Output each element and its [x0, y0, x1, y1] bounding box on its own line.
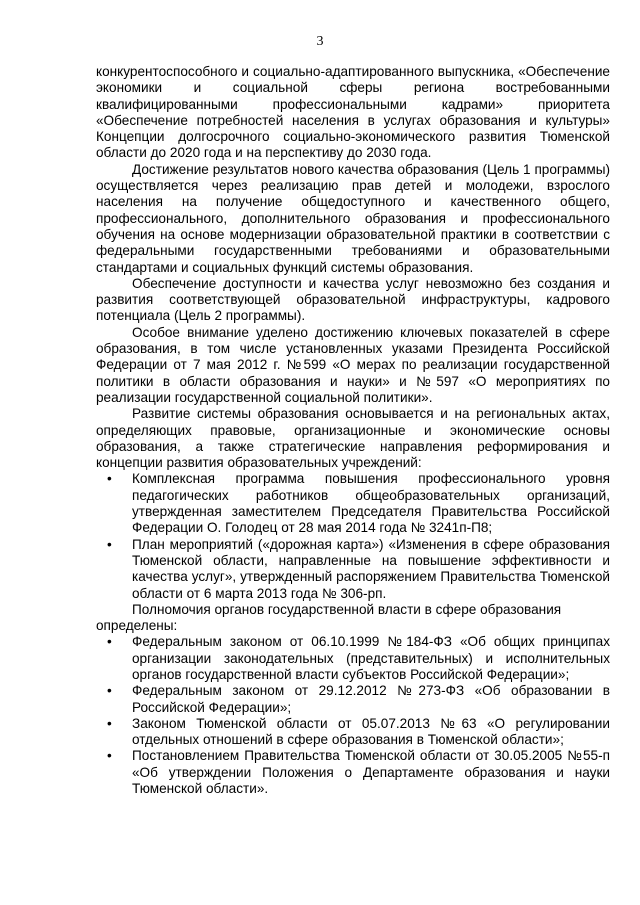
paragraph-goal-1: Достижение результатов нового качества образования (Цель 1 программы) осуществляется через реализацию прав детей и молодежи, взрослого населения на получение общедоступного и качественного общего, профессионального, дополнительного образования и профессионального обучения на основе модернизации образовательной практики в соответствии с федеральными государственными требованиями и образовательными стандартами и социальных функций системы образования. [96, 161, 610, 275]
bullet-icon: • [107, 634, 112, 650]
list-item [96, 716, 610, 749]
regional-acts-list [96, 471, 610, 601]
page-number: 3 [316, 34, 324, 49]
list-item-text: План мероприятий («дорожная карта») «Изменения в сфере образования Тюменской области, направленные на повышение эффективности и качества услуг», утвержденный распоряжением Правительства Тюменской области от 6 марта 2013 года № 306-рп. [132, 536, 610, 601]
bullet-icon: • [107, 683, 112, 699]
list-item-text: Федеральным законом от 29.12.2012 №273-ФЗ «Об образовании в Российской Федерации»; [132, 683, 610, 715]
list-item-text: Законом Тюменской области от 05.07.2013 №63 «О регулировании отдельных отношений в сфере образования в Тюменской области»; [132, 715, 610, 748]
paragraph-powers-intro-line2: определены: [96, 618, 178, 634]
list-item-text: Комплексная программа повышения профессионального уровня педагогических работников общеобразовательных организаций, утвержденная заместителем Председателя Правительства Российской Федерации О. Голодец от 28 мая 2014 года № 3241п-П8; [132, 471, 610, 536]
list-item [96, 537, 610, 602]
list-item-text: Федеральным законом от 06.10.1999 №184-ФЗ «Об общих принципах организации законодательных (представительных) и исполнительных органов государственной власти субъектов Российской Федерации»; [132, 634, 610, 682]
list-item [96, 683, 610, 716]
legal-basis-list [96, 634, 610, 797]
bullet-icon: • [107, 471, 112, 487]
document-body [96, 64, 610, 797]
list-item [96, 471, 610, 536]
paragraph-goal-2: Обеспечение доступности и качества услуг невозможно без создания и развития соответствующей образовательной инфраструктуры, кадрового потенциала (Цель 2 программы). [96, 275, 610, 324]
list-item-text: Постановлением Правительства Тюменской области от 30.05.2005 №55-п «Об утверждении Положения о Департаменте образования и науки Тюменской области». [132, 748, 610, 797]
paragraph-powers-intro-line1: Полномочия органов государственной власти в сфере образования [132, 601, 562, 617]
bullet-icon: • [107, 748, 112, 764]
paragraph-key-indicators: Особое внимание уделено достижению ключевых показателей в сфере образования, в том числе установленных указами Президента Российской Федерации от 7 мая 2012 г. №599 «О мерах по реализации государственной политики в области образования и науки» и №597 «О мероприятиях по реализации государственной социальной политики». [96, 324, 610, 405]
paragraph-regional-acts: Развитие системы образования основывается и на региональных актах, определяющих правовые, организационные и экономические основы образования, а также стратегические направления реформирования и концепции развития образовательных учреждений: [96, 406, 610, 471]
list-item [96, 634, 610, 683]
bullet-icon: • [107, 715, 112, 731]
bullet-icon: • [107, 536, 112, 552]
list-item [96, 748, 610, 797]
paragraph-continuation: конкурентоспособного и социально-адаптированного выпускника, «Обеспечение экономики и социальной сферы региона востребованными квалифицированными профессиональными кадрами» приоритета «Обеспечение потребностей населения в услугах образования и культуры» Концепции долгосрочного социально-экономического развития Тюменской области до 2020 года и на перспективу до 2030 года. [96, 64, 610, 161]
